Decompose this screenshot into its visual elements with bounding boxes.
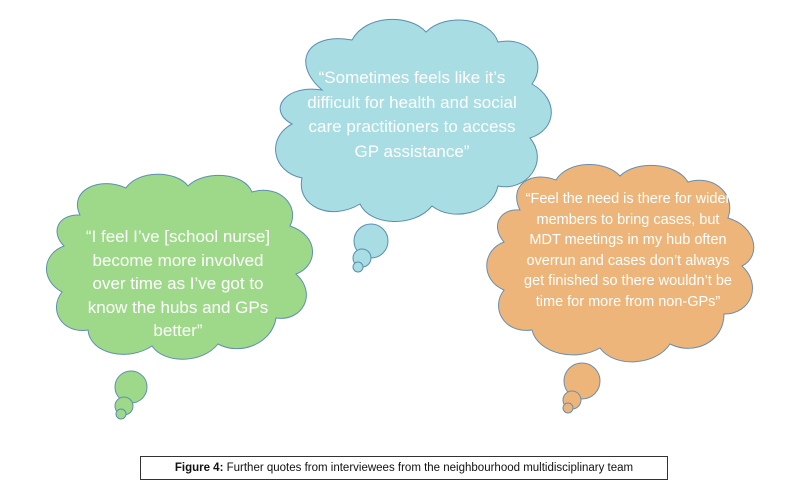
thought-trail-circle-small — [116, 409, 126, 419]
figure-caption-label: Figure 4: — [174, 462, 224, 474]
quote-text-left: “I feel I’ve [school nurse] become more involved over time as I’ve got to know the hubs and GPs better” — [85, 227, 271, 340]
figure-caption-text: Further quotes from interviewees from the neighbourhood multidisciplinary team — [223, 462, 634, 474]
quote-text-right: “Feel the need is there for wider members to bring cases, but MDT meetings in my hub often overrun and cases don’t always get finished so there wouldn’t be time for more from non-GPs” — [524, 191, 732, 310]
thought-trail-circle-small — [563, 403, 573, 413]
quote-text-center: “Sometimes feels like it’s difficult for health and social care practitioners to access GP assistance” — [307, 68, 517, 161]
thought-trail-circle-small — [353, 262, 363, 272]
figure-caption — [140, 456, 668, 480]
